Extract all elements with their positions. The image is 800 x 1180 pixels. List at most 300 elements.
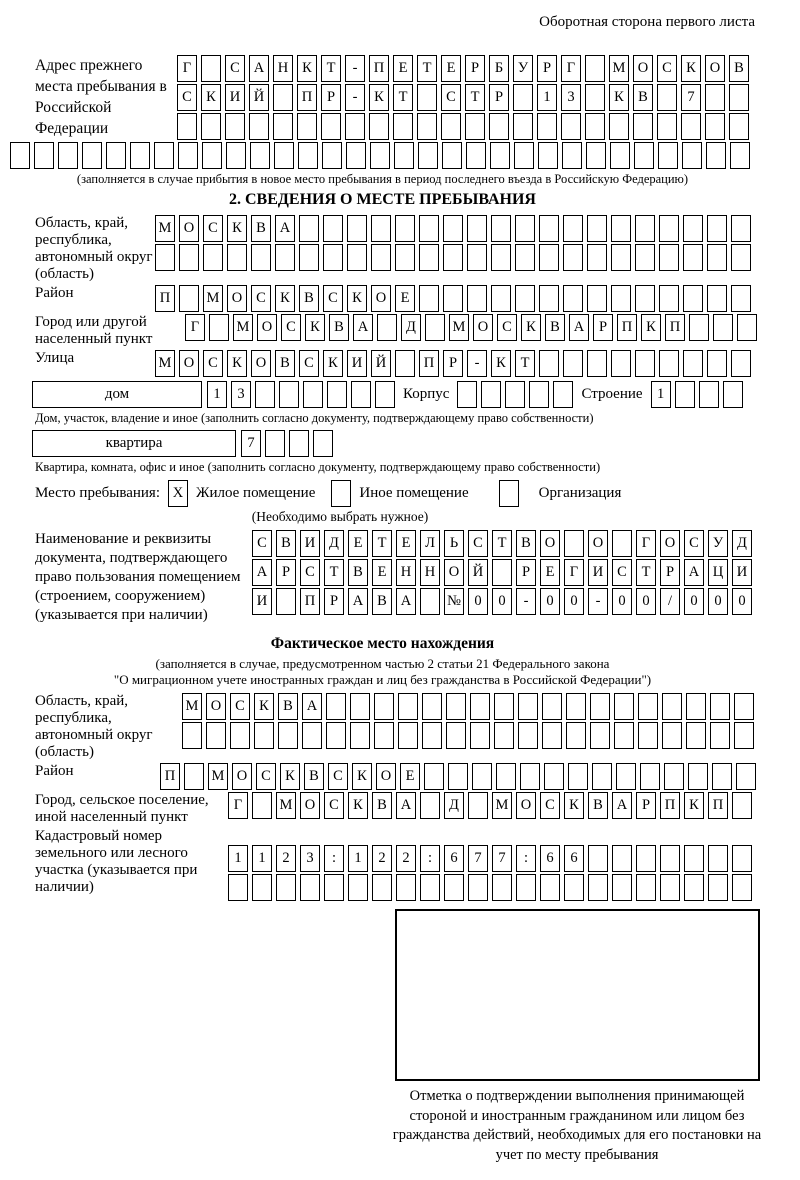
char-box: 0 xyxy=(540,588,560,615)
char-box xyxy=(470,693,490,720)
char-box: 0 xyxy=(468,588,488,615)
char-box xyxy=(371,215,391,242)
char-box xyxy=(228,874,248,901)
char-box xyxy=(515,285,535,312)
char-box: П xyxy=(665,314,685,341)
char-box: С xyxy=(684,530,704,557)
char-box xyxy=(585,84,605,111)
char-box: О xyxy=(540,530,560,557)
char-box: 7 xyxy=(241,430,261,457)
char-box: М xyxy=(203,285,223,312)
char-box xyxy=(539,350,559,377)
cadastre-row-2 xyxy=(228,874,752,901)
city-label: Город или другой населенный пункт xyxy=(35,314,153,347)
char-box xyxy=(492,559,512,586)
char-box: Р xyxy=(465,55,485,82)
actual-region-row-1 xyxy=(182,693,754,720)
char-box xyxy=(538,142,558,169)
char-box xyxy=(201,55,221,82)
char-box xyxy=(209,314,229,341)
char-box: В xyxy=(729,55,749,82)
char-box xyxy=(298,142,318,169)
char-box xyxy=(468,874,488,901)
char-box xyxy=(610,142,630,169)
char-box: 2 xyxy=(276,845,296,872)
char-box xyxy=(418,142,438,169)
char-box xyxy=(563,350,583,377)
char-box xyxy=(348,874,368,901)
char-box: 1 xyxy=(207,381,227,408)
char-box xyxy=(201,113,221,140)
char-box xyxy=(313,430,333,457)
char-box: Г xyxy=(564,559,584,586)
char-box: О xyxy=(227,285,247,312)
char-box xyxy=(467,215,487,242)
actual-region-field xyxy=(10,693,755,761)
char-box: Е xyxy=(348,530,368,557)
char-box: К xyxy=(227,215,247,242)
char-box xyxy=(590,722,610,749)
char-box xyxy=(496,763,516,790)
char-box xyxy=(611,350,631,377)
cadastre-label: Кадастровый номер земельного или лесного участка (указывается при наличии) xyxy=(35,828,198,895)
stay-option-zhiloe-label: Жилое помещение xyxy=(196,485,316,501)
char-box: К xyxy=(280,763,300,790)
char-box xyxy=(422,693,442,720)
document-row-2 xyxy=(252,559,752,586)
char-box xyxy=(540,874,560,901)
char-box: Р xyxy=(593,314,613,341)
char-box: 7 xyxy=(681,84,701,111)
char-box xyxy=(659,215,679,242)
char-box xyxy=(683,285,703,312)
char-box xyxy=(467,285,487,312)
char-box: 1 xyxy=(228,845,248,872)
char-box: А xyxy=(249,55,269,82)
char-box xyxy=(638,693,658,720)
char-box xyxy=(590,693,610,720)
char-box xyxy=(303,381,323,408)
char-box: 7 xyxy=(492,845,512,872)
char-box xyxy=(588,874,608,901)
char-box xyxy=(705,113,725,140)
char-box: И xyxy=(732,559,752,586)
char-box xyxy=(106,142,126,169)
char-box xyxy=(566,693,586,720)
char-box: : xyxy=(420,845,440,872)
char-box: Т xyxy=(492,530,512,557)
char-box: Р xyxy=(489,84,509,111)
street-field xyxy=(10,350,755,377)
char-box xyxy=(585,55,605,82)
char-box: Т xyxy=(321,55,341,82)
char-box: О xyxy=(444,559,464,586)
char-box: 1 xyxy=(537,84,557,111)
char-box: А xyxy=(302,693,322,720)
char-box xyxy=(442,142,462,169)
char-box: Л xyxy=(420,530,440,557)
char-box xyxy=(553,381,573,408)
char-box: Г xyxy=(177,55,197,82)
char-box: К xyxy=(641,314,661,341)
char-box xyxy=(515,215,535,242)
char-box xyxy=(710,722,730,749)
char-box: О xyxy=(376,763,396,790)
char-box: 3 xyxy=(231,381,251,408)
char-box: П xyxy=(300,588,320,615)
char-box xyxy=(710,693,730,720)
char-box: К xyxy=(254,693,274,720)
apartment-line xyxy=(32,430,755,457)
char-box xyxy=(34,142,54,169)
char-box: - xyxy=(516,588,536,615)
char-box: И xyxy=(300,530,320,557)
prev-address-caption: (заполняется в случае прибытия в новое место пребывания в период последнего въезда в Российскую Федерацию) xyxy=(76,172,689,186)
char-box: Д xyxy=(444,792,464,819)
char-box xyxy=(491,285,511,312)
char-box xyxy=(537,113,557,140)
char-box: К xyxy=(348,792,368,819)
char-box: О xyxy=(473,314,493,341)
char-box: № xyxy=(444,588,464,615)
apartment-number-row xyxy=(241,430,333,457)
char-box xyxy=(491,215,511,242)
char-box xyxy=(707,215,727,242)
char-box: Д xyxy=(401,314,421,341)
char-box xyxy=(249,113,269,140)
char-box: О xyxy=(588,530,608,557)
char-box xyxy=(683,244,703,271)
char-box xyxy=(563,215,583,242)
char-box: С xyxy=(252,530,272,557)
section2-title: 2. СВЕДЕНИЯ О МЕСТЕ ПРЕБЫВАНИЯ xyxy=(229,191,536,208)
char-box xyxy=(723,381,743,408)
char-box: К xyxy=(347,285,367,312)
actual-region-row-2 xyxy=(182,722,754,749)
char-box xyxy=(635,350,655,377)
confirmation-mark-box xyxy=(395,909,760,1081)
prev-address-label: Адрес прежнего места пребывания в Российской Федерации xyxy=(35,57,167,137)
stay-checkbox-zhiloe: X xyxy=(168,480,188,507)
char-box: Г xyxy=(185,314,205,341)
char-box: А xyxy=(569,314,589,341)
char-box xyxy=(659,350,679,377)
char-box xyxy=(505,381,525,408)
char-box xyxy=(420,792,440,819)
confirmation-mark-caption: Отметка о подтверждении выполнения принимающей стороной и иностранным гражданином или лицом без гражданства действий, необходимых для его постановки на учет по месту пребывания xyxy=(392,1088,762,1163)
char-box: Ь xyxy=(444,530,464,557)
char-box xyxy=(273,84,293,111)
char-box: П xyxy=(297,84,317,111)
char-box: Н xyxy=(420,559,440,586)
char-box xyxy=(707,244,727,271)
char-box: В xyxy=(588,792,608,819)
char-box xyxy=(472,763,492,790)
district-label: Район xyxy=(35,285,74,301)
char-box xyxy=(659,244,679,271)
char-box: К xyxy=(297,55,317,82)
actual-city-row xyxy=(228,792,752,819)
prev-address-row-3 xyxy=(177,113,749,140)
char-box: Р xyxy=(516,559,536,586)
char-box: 3 xyxy=(300,845,320,872)
char-box xyxy=(683,350,703,377)
char-box: К xyxy=(564,792,584,819)
char-box xyxy=(448,763,468,790)
region-label: Область, край, республика, автономный округ (область) xyxy=(35,215,153,282)
char-box: С xyxy=(203,215,223,242)
header-note: Оборотная сторона первого листа xyxy=(539,14,755,30)
char-box: Е xyxy=(396,530,416,557)
char-box xyxy=(708,874,728,901)
char-box xyxy=(481,381,501,408)
char-box xyxy=(184,763,204,790)
apartment-type-box: квартира xyxy=(32,430,236,457)
char-box: П xyxy=(708,792,728,819)
char-box xyxy=(513,113,533,140)
document-field xyxy=(10,530,755,625)
char-box: 0 xyxy=(684,588,704,615)
char-box xyxy=(252,792,272,819)
char-box xyxy=(731,285,751,312)
char-box: / xyxy=(660,588,680,615)
char-box: 0 xyxy=(492,588,512,615)
char-box xyxy=(634,142,654,169)
char-box xyxy=(350,722,370,749)
char-box: В xyxy=(348,559,368,586)
char-box: 7 xyxy=(468,845,488,872)
char-box: С xyxy=(256,763,276,790)
char-box: В xyxy=(275,350,295,377)
char-box xyxy=(713,314,733,341)
char-box: Т xyxy=(393,84,413,111)
char-box xyxy=(444,874,464,901)
char-box xyxy=(563,285,583,312)
char-box: В xyxy=(278,693,298,720)
char-box xyxy=(470,722,490,749)
char-box xyxy=(592,763,612,790)
char-box: П xyxy=(419,350,439,377)
char-box: Р xyxy=(660,559,680,586)
char-box: Н xyxy=(396,559,416,586)
char-box: С xyxy=(612,559,632,586)
char-box xyxy=(374,693,394,720)
char-box: 2 xyxy=(396,845,416,872)
char-box xyxy=(689,314,709,341)
char-box xyxy=(395,215,415,242)
prev-address-row-2 xyxy=(177,84,749,111)
char-box xyxy=(542,693,562,720)
char-box: - xyxy=(345,84,365,111)
char-box xyxy=(636,845,656,872)
char-box xyxy=(566,722,586,749)
char-box xyxy=(467,244,487,271)
char-box xyxy=(394,142,414,169)
char-box xyxy=(658,142,678,169)
char-box xyxy=(638,722,658,749)
char-box xyxy=(636,874,656,901)
district-row xyxy=(155,285,751,312)
char-box: С xyxy=(328,763,348,790)
char-box xyxy=(371,244,391,271)
char-box: К xyxy=(305,314,325,341)
street-label: Улица xyxy=(35,350,75,366)
char-box xyxy=(345,113,365,140)
char-box xyxy=(568,763,588,790)
char-box: М xyxy=(492,792,512,819)
char-box xyxy=(614,722,634,749)
char-box: У xyxy=(708,530,728,557)
char-box xyxy=(612,874,632,901)
char-box xyxy=(10,142,30,169)
actual-district-row xyxy=(160,763,756,790)
char-box xyxy=(564,874,584,901)
char-box xyxy=(321,113,341,140)
char-box xyxy=(614,693,634,720)
char-box xyxy=(730,142,750,169)
char-box xyxy=(585,113,605,140)
char-box xyxy=(179,244,199,271)
char-box: А xyxy=(396,588,416,615)
char-box xyxy=(398,722,418,749)
char-box xyxy=(529,381,549,408)
char-box xyxy=(657,113,677,140)
char-box: 0 xyxy=(708,588,728,615)
char-box xyxy=(659,285,679,312)
actual-city-label: Город, сельское поселение, иной населенный пункт xyxy=(35,792,209,825)
char-box: - xyxy=(345,55,365,82)
char-box xyxy=(398,693,418,720)
char-box: Е xyxy=(393,55,413,82)
char-box: У xyxy=(513,55,533,82)
char-box: П xyxy=(369,55,389,82)
char-box xyxy=(395,244,415,271)
char-box xyxy=(731,215,751,242)
char-box xyxy=(734,722,754,749)
char-box xyxy=(732,874,752,901)
char-box xyxy=(514,142,534,169)
char-box xyxy=(276,874,296,901)
char-box: О xyxy=(516,792,536,819)
char-box xyxy=(250,142,270,169)
actual-location-title: Фактическое место нахождения xyxy=(270,635,495,652)
char-box: 1 xyxy=(252,845,272,872)
char-box xyxy=(255,381,275,408)
char-box xyxy=(494,693,514,720)
char-box xyxy=(635,285,655,312)
char-box: И xyxy=(347,350,367,377)
char-box xyxy=(706,142,726,169)
char-box xyxy=(300,874,320,901)
char-box xyxy=(369,113,389,140)
char-box: О xyxy=(206,693,226,720)
char-box xyxy=(375,381,395,408)
char-box xyxy=(154,142,174,169)
char-box xyxy=(611,215,631,242)
char-box xyxy=(662,693,682,720)
char-box xyxy=(520,763,540,790)
char-box: Е xyxy=(372,559,392,586)
char-box xyxy=(712,763,732,790)
char-box: 0 xyxy=(636,588,656,615)
char-box: К xyxy=(201,84,221,111)
char-box: 6 xyxy=(444,845,464,872)
char-box xyxy=(425,314,445,341)
char-box xyxy=(302,722,322,749)
prev-address-row-1 xyxy=(177,55,749,82)
house-line xyxy=(32,381,755,408)
char-box xyxy=(226,142,246,169)
char-box: 0 xyxy=(564,588,584,615)
char-box xyxy=(273,113,293,140)
char-box: П xyxy=(155,285,175,312)
char-box: О xyxy=(179,350,199,377)
char-box: Т xyxy=(465,84,485,111)
char-box: П xyxy=(660,792,680,819)
char-box xyxy=(179,285,199,312)
char-box xyxy=(688,763,708,790)
apartment-caption: Квартира, комната, офис и иное (заполнить согласно документу, подтверждающему право собственности) xyxy=(35,460,601,474)
char-box: О xyxy=(232,763,252,790)
char-box: М xyxy=(233,314,253,341)
char-box xyxy=(731,350,751,377)
char-box xyxy=(396,874,416,901)
district-field xyxy=(10,285,755,312)
prev-address-field xyxy=(10,55,755,140)
char-box xyxy=(612,530,632,557)
char-box: А xyxy=(348,588,368,615)
char-box xyxy=(539,215,559,242)
char-box: С xyxy=(177,84,197,111)
char-box: И xyxy=(588,559,608,586)
char-box xyxy=(424,763,444,790)
document-row-1 xyxy=(252,530,752,557)
char-box xyxy=(419,215,439,242)
city-field xyxy=(10,314,755,348)
char-box xyxy=(640,763,660,790)
char-box: М xyxy=(182,693,202,720)
char-box xyxy=(289,430,309,457)
korpus-label: Корпус xyxy=(403,386,450,402)
char-box: Й xyxy=(468,559,488,586)
char-box xyxy=(202,142,222,169)
char-box: С xyxy=(230,693,250,720)
char-box: 0 xyxy=(612,588,632,615)
char-box xyxy=(422,722,442,749)
char-box xyxy=(699,381,719,408)
char-box xyxy=(664,763,684,790)
char-box xyxy=(660,845,680,872)
char-box xyxy=(587,244,607,271)
char-box xyxy=(516,874,536,901)
stay-checkbox-org xyxy=(499,480,519,507)
char-box xyxy=(465,113,485,140)
char-box xyxy=(707,285,727,312)
char-box xyxy=(177,113,197,140)
char-box xyxy=(299,244,319,271)
char-box xyxy=(297,113,317,140)
char-box xyxy=(492,874,512,901)
korpus-row xyxy=(457,381,573,408)
char-box: О xyxy=(705,55,725,82)
char-box xyxy=(539,244,559,271)
char-box xyxy=(227,244,247,271)
char-box xyxy=(299,215,319,242)
char-box xyxy=(681,113,701,140)
cadastre-row-1 xyxy=(228,845,752,872)
char-box: О xyxy=(179,215,199,242)
char-box xyxy=(609,113,629,140)
